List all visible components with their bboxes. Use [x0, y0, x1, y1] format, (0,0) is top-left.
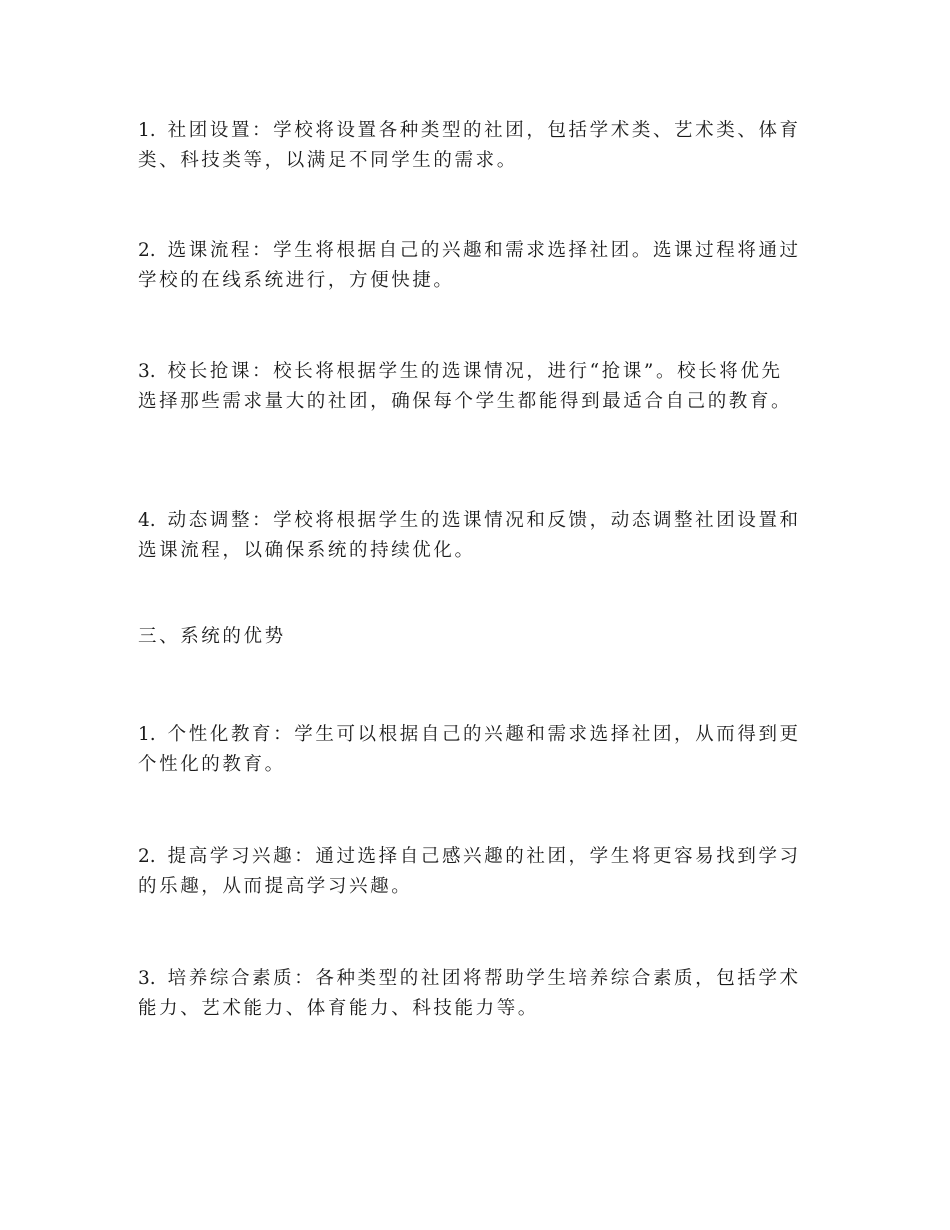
list-item	[138, 236, 802, 296]
list-item-number: 1.	[138, 724, 156, 745]
list-item-text: 培养综合素质：各种类型的社团将帮助学生培养综合素质，包括学术能力、艺术能力、体育能力、科技能力等。	[138, 968, 801, 1019]
list-item-number: 4.	[138, 510, 156, 531]
list-item-number: 2.	[138, 240, 156, 261]
list-item	[138, 964, 802, 1024]
list-item	[138, 842, 802, 902]
list-item-text: 社团设置：学校将设置各种类型的社团，包括学术类、艺术类、体育类、科技类等，以满足不同学生的需求。	[138, 120, 801, 171]
section-heading: 三、系统的优势	[138, 626, 286, 647]
list-item-text: 个性化教育：学生可以根据自己的兴趣和需求选择社团，从而得到更个性化的教育。	[138, 724, 801, 775]
list-item-number: 1.	[138, 120, 156, 141]
list-item-number: 2.	[138, 846, 156, 867]
list-item	[138, 506, 802, 566]
list-item-text: 提高学习兴趣：通过选择自己感兴趣的社团，学生将更容易找到学习的乐趣，从而提高学习兴趣。	[138, 846, 801, 897]
list-item-number: 3.	[138, 968, 156, 989]
list-item-text: 动态调整：学校将根据学生的选课情况和反馈，动态调整社团设置和选课流程，以确保系统的持续优化。	[138, 510, 801, 561]
list-item-number: 3.	[138, 361, 156, 382]
list-item-text: 校长抢课：校长将根据学生的选课情况，进行“抢课”。校长将优先选择那些需求量大的社团，确保每个学生都能得到最适合自己的教育。	[138, 361, 793, 412]
list-item	[138, 116, 802, 176]
list-item-text: 选课流程：学生将根据自己的兴趣和需求选择社团。选课过程将通过学校的在线系统进行，方便快捷。	[138, 240, 801, 291]
list-item	[138, 720, 802, 780]
list-item	[138, 357, 802, 417]
